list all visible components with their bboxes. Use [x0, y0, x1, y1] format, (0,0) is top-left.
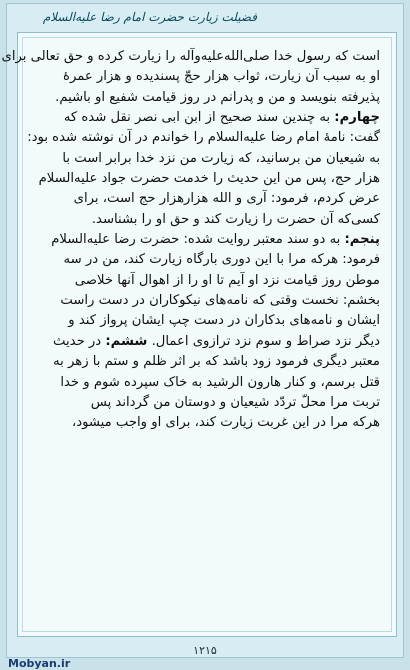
section-heading: ششم:	[105, 333, 148, 349]
text-segment: به دو سند معتبر روایت شده: حضرت رضا علیه‌السلام	[51, 232, 345, 248]
site-brand[interactable]: Mobyan.ir	[8, 657, 71, 670]
text-line: او به سبب آن زیارت، ثواب هزار حجّ پسندیده و هزار عمرهٔ	[63, 69, 380, 85]
text-line: ایشان و نامه‌های بدکاران در دست چپ ایشان پرواز کند و	[68, 313, 380, 329]
text-line: پذیرفته بنویسد و من و پدرانم در روز قیامت شفیع او باشیم.	[55, 89, 380, 105]
text-segment: به چندین سند صحیح از ابن ابی نصر نقل شده که	[63, 110, 335, 126]
text-line: به شیعیان من برسانید، که زیارت من نزد خدا برابر است با	[62, 150, 380, 166]
text-line: گفت: نامهٔ امام رضا علیه‌السلام را خواندم در آن نوشته شده بود:	[27, 130, 380, 146]
text-line	[34, 230, 380, 250]
text-line: قتل برسم، و کنار هارون الرشید به خاک سپرده شوم و خدا	[60, 374, 380, 390]
page-number: ۱۲۱۵	[193, 644, 217, 657]
text-line	[34, 108, 380, 128]
text-line: موطن روز قیامت نزد او آیم تا او را از اهوال آنها خلاصی	[74, 272, 380, 288]
text-line: معتبر دیگری فرمود زود باشد که بر اثر ظلم و ستم با زهر به	[53, 354, 380, 370]
body-text	[1, 47, 380, 434]
text-line	[34, 332, 380, 352]
section-heading: پنجم:	[344, 232, 380, 248]
header-title: فضیلت زیارت حضرت امام رضا علیه‌السلام	[42, 10, 257, 24]
section-heading: چهارم:	[334, 110, 380, 126]
text-line: هزار حج، پس من این حدیث را خدمت حضرت جواد علیه‌السلام	[38, 171, 380, 187]
text-line: هرکه مرا در این غربت زیارت کند، برای او واجب میشود،	[71, 415, 380, 431]
page-frame	[1, 3, 404, 658]
text-line: است که رسول خدا صلی‌الله‌علیه‌وآله را زیارت کرده و حق تعالی برای	[1, 49, 380, 64]
text-page	[1, 32, 397, 637]
running-header	[7, 4, 405, 32]
text-line: عرض کردم، فرمود: آری و الله هزارهزار حج است، برای	[73, 191, 380, 207]
text-segment: دیگر نزد صراط و سوم نزد ترازوی اعمال.	[147, 333, 380, 349]
text-line: بخشم: نخست وقتی که نامه‌های نیکوکاران در دست راست	[60, 293, 380, 309]
text-line: تربت مرا محلّ تردّد شیعیان و دوستان من گرداند پس	[90, 394, 380, 410]
text-segment: در حدیث	[53, 333, 106, 349]
text-line: فرمود: هرکه مرا با این دوری بارگاه زیارت کند، من در سه	[63, 252, 380, 268]
text-line: کسی‌که آن حضرت را زیارت کند و حق او را بشناسد.	[91, 211, 380, 227]
